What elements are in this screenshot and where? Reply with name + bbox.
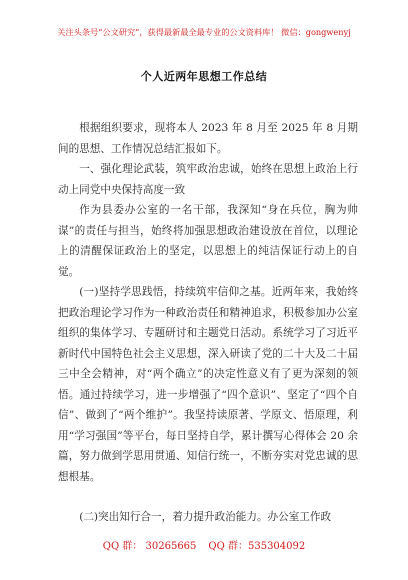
- header-banner: 关注头条号“公文研究”，获得最新最全最专业的公文资料库！ 微信：gongwenyj: [57, 27, 351, 37]
- paragraph-study: (一)坚持学思践悟，持续筑牢信仰之基。近两年来，我始终把政治理论学习作为一种政治责任和精神追求，积极参加办公室组织的集体学习、专题研讨和主题党日活动。系统学习了习近平新时代中国特色社会主义思想，深入研读了党的二十大及二十届三中全会精神，对“两个确立”的决定性意义有了更为深刻的领悟。通过持续学习，进一步增强了“四个意识”、坚定了“四个自信”、做到了“两个维护”。我坚持读原著、学原文、悟原理，利用“学习强国”等平台，每日坚持自学，累计撰写心得体会 20 余篇，努力做到学思用贯通、知信行统一，不断夯实对党忠诚的思想根基。: [58, 286, 358, 483]
- document-title: 个人近两年思想工作总结: [140, 70, 268, 83]
- footer-qq-group-1: QQ 群： 30265665: [102, 541, 197, 552]
- paragraph-role: 作为县委办公室的一名干部，我深知“身在兵位，胸为帅谋”的责任与担当，始终将加强思想政治建设放在首位，以理论上的清醒保证政治上的坚定，以思想上的纯洁保证行动上的自觉。: [58, 204, 358, 278]
- document-body-subsection-2: [58, 507, 358, 528]
- paragraph-intro: 根据组织要求，现将本人 2023 年 8 月至 2025 年 8 月期间的思想、工作情况总结汇报如下。: [58, 122, 358, 155]
- footer-contact: [0, 537, 408, 552]
- document-body-section-1-text: [58, 200, 358, 282]
- section-heading: 一、强化理论武装，筑牢政治忠诚，始终在思想上政治上行动上同党中央保持高度一致: [58, 163, 358, 196]
- document-body-subsection-1: [58, 282, 358, 487]
- document-body-section-1: [58, 159, 358, 200]
- paragraph-practice: (二)突出知行合一，着力提升政治能力。办公室工作政: [79, 511, 332, 523]
- document-body: [58, 118, 358, 159]
- footer-qq-group-2: QQ 群：535304092: [208, 541, 306, 552]
